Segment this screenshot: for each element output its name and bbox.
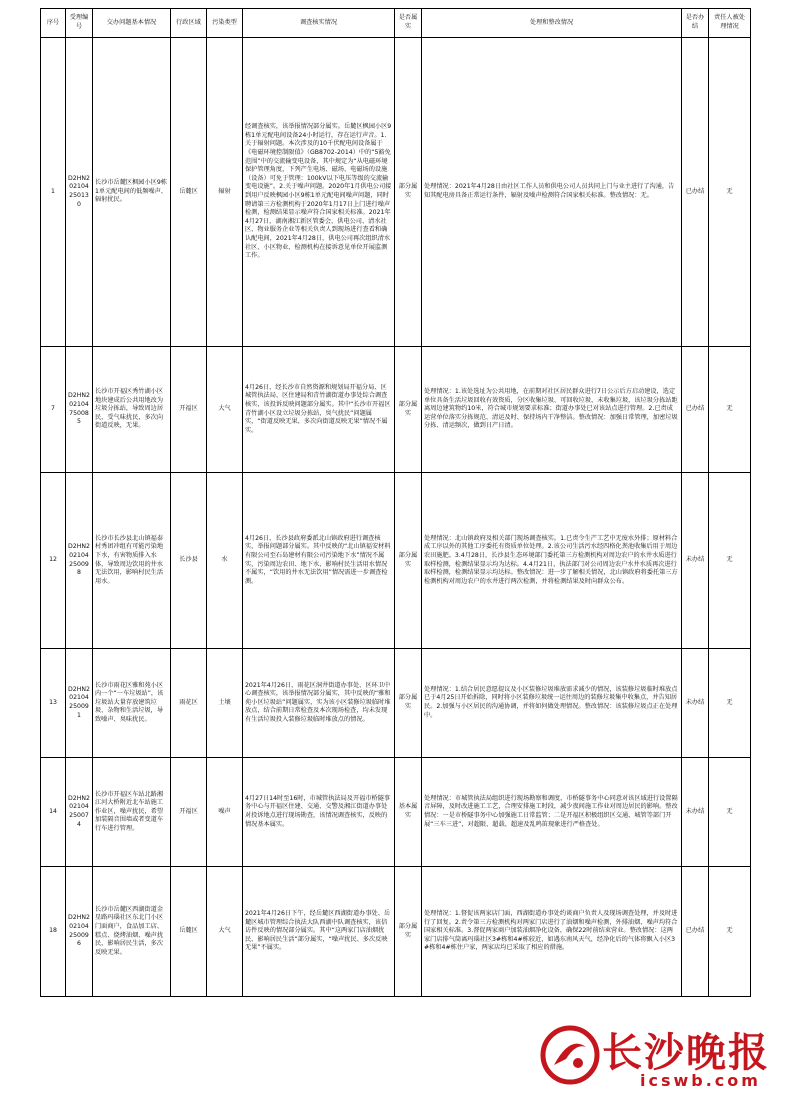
cell-district: 开福区 [171,758,207,867]
cell-seq: 14 [41,758,66,867]
logo-swirl-icon [540,1025,600,1085]
cell-survey: 2021年4月26日，雨花区洞井街道办事处、区环卫中心调查核实，该举报情况部分属实，其中反映的“雅和苑小区垃圾站”问题属实，实为该小区装修垃圾临时堆放点，结合前期日常检查及本次现场检查，均未发现有生活垃圾投入装修垃圾临时堆放点的情况。 [243,649,395,758]
table-row [41,38,751,347]
cell-responsible: 无 [709,649,751,758]
cell-survey: 4月26日，经长沙市自然资源和规划局开福分局、区城管执法局、区住建局和青竹湖街道办事处综合调查核实，该投诉反映问题部分属实。其中“长沙市开福区青竹湖小区设立垃圾分拣站，臭气扰民”问题属实，“街道反映无果，多次向街道反映无果”情况不属实。 [243,347,395,473]
cell-type: 大气 [207,867,243,997]
header-responsible: 责任人被处理情况 [709,9,751,38]
cell-survey: 4月27日14时至16时，市城管执法局及开福市桥隧事务中心与开福区住建、交通、交警及湘江街道办事处对投诉地点进行现场勘查，该情况调查核实，反映的情况基本属实。 [243,758,395,867]
cell-closed: 未办结 [682,758,709,867]
cell-id: D2HN202104250098 [66,473,93,649]
cell-issue: 长沙市长沙县北山镇福泰村秀团冲组有可能污染地下水，有害物质排入水体，导致周边饮用的井水无法饮用，影响村民生活用水。 [93,473,171,649]
header-closed: 是否办结 [682,9,709,38]
cell-responsible: 无 [709,38,751,347]
cell-id: D2HN202104250074 [66,758,93,867]
cell-district: 岳麓区 [171,867,207,997]
cell-closed: 已办结 [682,867,709,997]
header-survey: 调查核实情况 [243,9,395,38]
cell-verified: 部分属实 [395,347,422,473]
cell-handling: 处理情况：1.督促该两家店门面，西湖街道办事处约谈商户负责人及现场调查处理，并及时进行了回复。2.责令第三方检测机构对两家门店进行了油烟和噪声检测，外排油烟、噪声均符合国家相关标准。3.督促两家商户加装油烟净化设备，确保22时前结束营业。整改情况：这两家门店排气筒离玛瑙社区3#栋和4#栋较近，如遇东南风天气，经净化后的气体将飘入小区3#栋和4#栋住户家，两家店均已采取了相应的措施。 [422,867,682,997]
cell-seq: 18 [41,867,66,997]
cell-district: 岳麓区 [171,38,207,347]
cell-issue: 长沙市雨花区雅和苑小区内一个“一车垃圾站”，该垃圾站大量存放建筑垃圾、杂物和生活垃圾，导致噪声、臭味扰民。 [93,649,171,758]
cell-id: D2HN202104250091 [66,649,93,758]
cell-issue: 长沙市岳麓区西湖街道金星路玛瑙社区东北门小区门面商户，食品加工店、糕点、烧烤油烟、噪声扰民，影响居民生活，多次反映无果。 [93,867,171,997]
cell-seq: 1 [41,38,66,347]
cell-closed: 未办结 [682,473,709,649]
cell-district: 开福区 [171,347,207,473]
cell-handling: 处理情况：2021年4月28日由社区工作人员和供电公司人员共同上门与业主进行了沟通，告知其配电房具备正常运行条件，辐射及噪声检测符合国家相关标准。整改情况：无。 [422,38,682,347]
cell-verified: 基本属实 [395,758,422,867]
cell-responsible: 无 [709,473,751,649]
cell-handling: 处理情况：北山镇政府及相关部门现场调查核实。1.已责令生产工艺中无废水外排；原材料合成工序以外的其他工序委托有资质单位处理。2.该公司生活污水经四格化粪池收集后用于周边农田施肥。3.4月28日，长沙县生态环境部门委托第三方检测机构对周边农户的水井水质进行取样检测，检测结果显示均为达标。4.4月21日，执法部门对公司周边农户水井水质再次进行取样检测，检测结果显示均达标。整改情况：进一步了解相关情况，北山镇政府将委托第三方检测机构对周边农户的水井进行两次检测，并将检测结果及时向群众公布。 [422,473,682,649]
header-type: 污染类型 [207,9,243,38]
cell-verified: 部分属实 [395,867,422,997]
cell-survey: 2021年4月26日下午，经岳麓区西湖街道办事处、岳麓区城市管理综合执法大队西湖中队调查核实，该信访件反映的情况部分属实。其中“这两家门店油烟扰民、影响居民生活”部分属实，“噪声扰民、多次反映无果”不属实。 [243,867,395,997]
cell-handling: 处理情况：市城管执法局组织进行现场勘察和调度，市桥隧事务中心同意对该区域进行设置隔音屏障，及时改进施工工艺，合理安排施工时段，减少夜间施工作业对周边居民的影响。整改情况：一是市桥隧事务中心加强施工日常监管；二是开福区积极组织区交通、城管等部门开展“三车三进”，对超限、超载、超速及乱鸣笛现象进行严格查处。 [422,758,682,867]
cell-district: 雨花区 [171,649,207,758]
table-row [41,867,751,997]
cell-type: 土壤 [207,649,243,758]
table-header-row [41,9,751,38]
cell-verified: 部分属实 [395,38,422,347]
header-verified: 是否属实 [395,9,422,38]
cell-type: 噪声 [207,758,243,867]
cell-id: D2HN202104750085 [66,347,93,473]
table-row [41,758,751,867]
logo-brand: 长沙晚报 [602,1029,770,1076]
cell-closed: 未办结 [682,649,709,758]
cell-seq: 12 [41,473,66,649]
header-district: 行政区域 [171,9,207,38]
cell-handling: 处理情况：1.该处选址为公共用地，在前期对社区居民群众进行7日公示后方启动建设，选定单位具备生活垃圾回收有效资质，分区收集垃圾、可回收垃圾、未收集垃圾，该垃圾分拣站距离周边建筑物约10米，符合城市规划要求标准；街道办事处已对该站点进行管理。2.已责成运营单位落实分拣规范、清运及时、保持场内干净整洁。整改情况：加强日常管理，加密垃圾分拣、清运频次，做到日产日清。 [422,347,682,473]
cell-seq: 13 [41,649,66,758]
cell-seq: 7 [41,347,66,473]
cell-handling: 处理情况：1.结合居民意愿提议及小区装修垃圾堆放需求减少的情况，该装修垃圾临时堆放点已于4月25日开始拆除，同时将小区装修垃圾统一运往周边的装修垃圾集中收集点，并告知居民。2.加强与小区居民的沟通协调，并将如何做处理情况。整改情况：该装修垃圾点正在处理中。 [422,649,682,758]
table-row [41,649,751,758]
cell-responsible: 无 [709,758,751,867]
newspaper-logo [540,1019,770,1099]
cell-type: 大气 [207,347,243,473]
table-row [41,347,751,473]
cell-verified: 部分属实 [395,649,422,758]
cell-issue: 长沙市开福区车站北路湘江河大桥附近北车站施工作业区，噪声扰民，希望加装隔音围墙或者变道车行车进行管理。 [93,758,171,867]
cell-responsible: 无 [709,867,751,997]
cell-id: D2HN202104250130 [66,38,93,347]
cell-type: 辐射 [207,38,243,347]
logo-site: icswb.com [640,1071,761,1090]
table-row [41,473,751,649]
cell-id: D2HN202104250096 [66,867,93,997]
cell-issue: 长沙市岳麓区枫园小区9栋1单元配电间的低频噪声、辐射扰民。 [93,38,171,347]
issue-table [40,8,751,997]
cell-district: 长沙县 [171,473,207,649]
cell-issue: 长沙市开福区秀竹湖小区地块建成后公共用地改为垃圾分拣站，导致周边居民，受气味扰民，多次向街道反映，无果。 [93,347,171,473]
cell-verified: 部分属实 [395,473,422,649]
cell-survey: 4月26日，长沙县政府委派北山镇政府进行调查核实，举报问题部分属实。其中反映的“北山镇福安材料有限公司至石岛建材有限公司污染地下水”情况不属实，污染周边农田、地下水、影响村民生活用水情况不属实，“饮用的井水无法饮用”情况需进一步调查检测。 [243,473,395,649]
header-seq: 序号 [41,9,66,38]
cell-type: 水 [207,473,243,649]
cell-survey: 经调查核实，该举报情况部分属实。岳麓区枫园小区9栋1单元配电间设备24小时运行，存在运行声音。1.关于辐射问题。本次涉及的10千伏配电间设备属于《电磁环境控制限值》（GB8702-2014）中的“5豁免范围”中的交流输变电设备，其中规定为“从电磁环境保护管理角度，下列产生电场、磁场、电磁场的设施（设备）可免于管理：100kV以下电压等级的交流输变电设施”。2.关于噪声问题。2020年1月供电公司接到用户反映枫园小区9栋1单元配电间噪声问题，同时聘请第三方检测机构于2020年1月17日上门进行噪声检测，检测结果显示噪声符合国家相关标准。2021年4月27日，湖南湘江新区管委会、供电公司、清水社区、物业服务企业等相关负责人到现场进行查看和确认配电间，2021年4月28日，供电公司再次组织清水社区、小区物业、检测机构在接诉意见单位开展监测工作。 [243,38,395,347]
cell-closed: 已办结 [682,38,709,347]
cell-closed: 已办结 [682,347,709,473]
cell-responsible: 无 [709,347,751,473]
header-id: 受理编号 [66,9,93,38]
header-handling: 处理和整改情况 [422,9,682,38]
header-issue: 交办问题基本情况 [93,9,171,38]
